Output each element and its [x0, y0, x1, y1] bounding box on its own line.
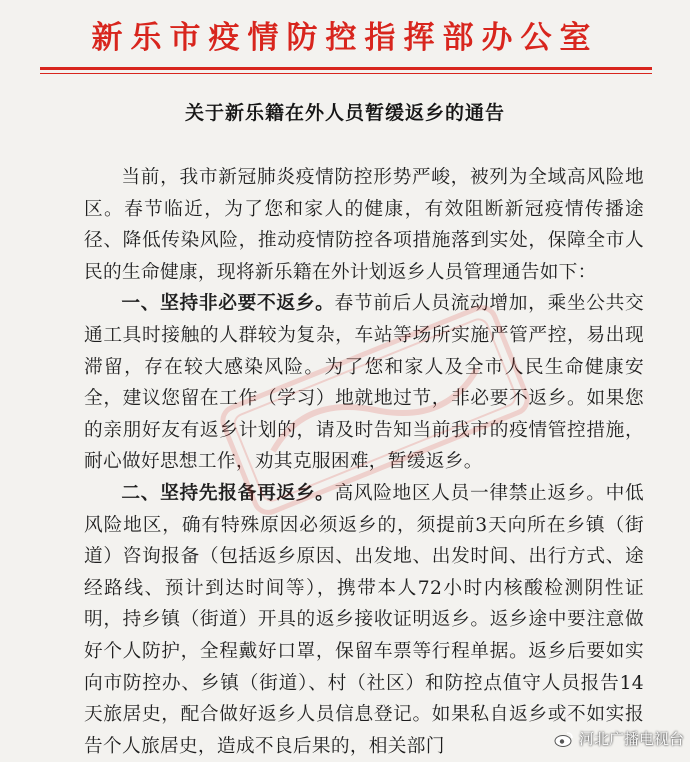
section-1-text: 春节前后人员流动增加，乘坐公共交通工具时接触的人群较为复杂，车站等场所实施严管严控，易出现滞留，存在较大感染风险。为了您和家人及全市人民生命健康安全，建议您留在工作（学习）地就地过节，非必要不返乡。如果您的亲朋好友有返乡计划的，请及时告知当前我市的疫情管控措施，耐心做好思想工作，劝其克服困难，暂缓返乡。 [84, 293, 644, 473]
section-2-paragraph [84, 478, 644, 762]
source-watermark [554, 728, 684, 749]
weibo-icon [554, 730, 574, 748]
header-red-rule [40, 67, 652, 70]
section-1-heading: 一、坚持非必要不返乡。 [121, 293, 335, 315]
section-1-paragraph [84, 288, 644, 478]
document-title: 关于新乐籍在外人员暂缓返乡的通告 [184, 102, 505, 124]
office-header: 新乐市疫情防控指挥部办公室 [91, 20, 599, 56]
watermark-label: 河北广播电视台 [578, 730, 684, 748]
intro-paragraph: 当前，我市新冠肺炎疫情防控形势严峻，被列为全域高风险地区。春节临近，为了您和家人的健康，有效阻断新冠疫情传播途径、降低传染风险，推动疫情防控各项措施落到实处，保障全市人民的生命健康，现将新乐籍在外计划返乡人员管理通告如下： [84, 167, 644, 283]
section-2-text: 高风险地区人员一律禁止返乡。中低风险地区，确有特殊原因必须返乡的，须提前3天向所在乡镇（街道）咨询报备（包括返乡原因、出发地、出发时间、出行方式、途经路线、预计到达时间等），携带本人72小时内核酸检测阴性证明，持乡镇（街道）开具的返乡接收证明返乡。返乡途中要注意做好个人防护，全程戴好口罩，保留车票等行程单据。返乡后要如实向市防控办、乡镇（街道）、村（社区）和防控点值守人员报告14天旅居史，配合做好返乡人员信息登记。如果私自返乡或不如实报告个人旅居史，造成不良后果的，相关部门 [84, 482, 644, 757]
document-body [84, 162, 644, 762]
header-red-rule-thin [40, 73, 652, 74]
section-2-heading: 二、坚持先报备再返乡。 [121, 482, 335, 504]
